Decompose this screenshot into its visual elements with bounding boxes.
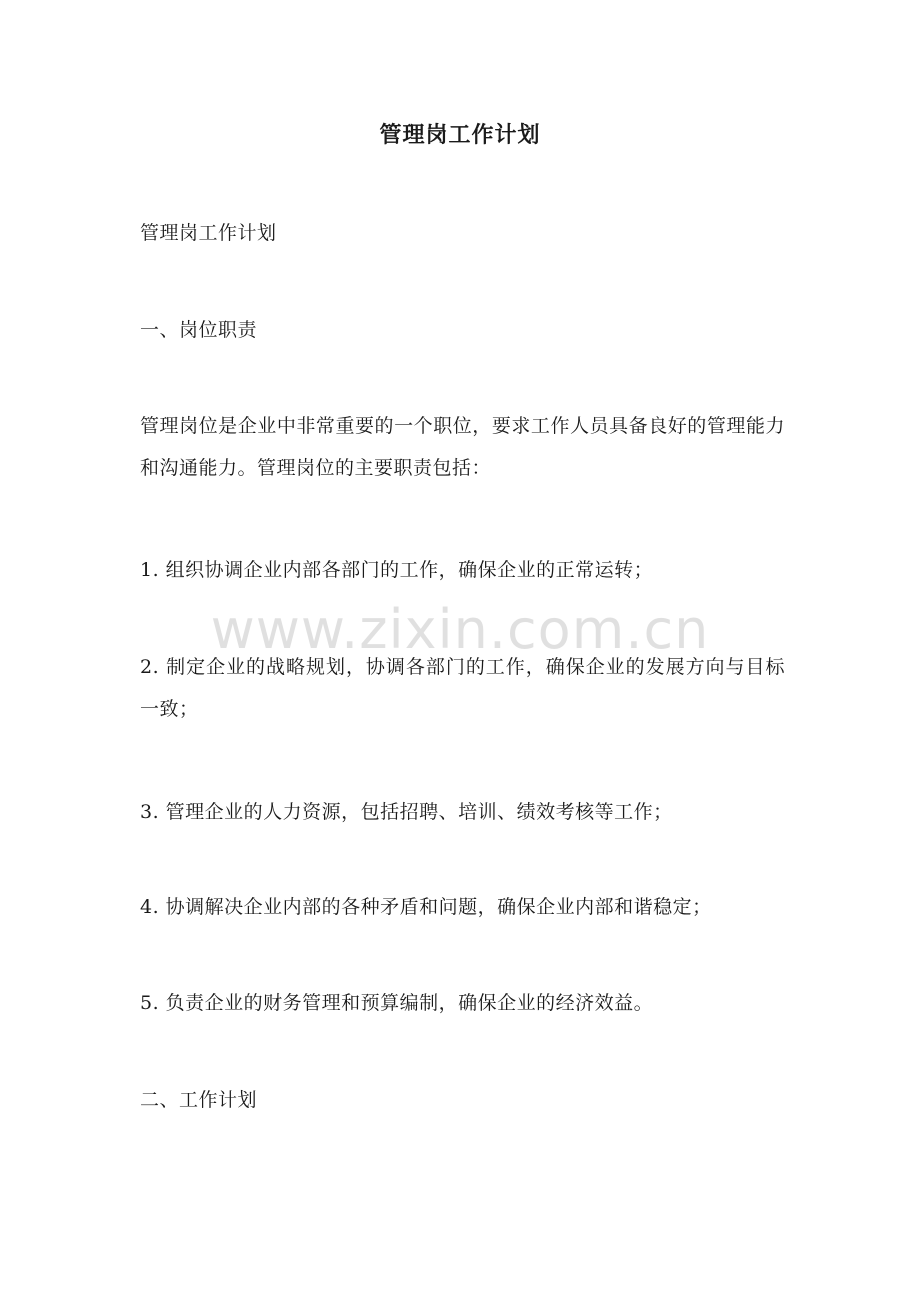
duty-item-3: 3. 管理企业的人力资源，包括招聘、培训、绩效考核等工作；: [140, 801, 673, 823]
duty-item-5: 5. 负责企业的财务管理和预算编制，确保企业的经济效益。: [140, 992, 654, 1014]
watermark: www.zixin.com.cn: [210, 598, 710, 661]
document-subtitle: 管理岗工作计划: [140, 222, 277, 244]
duty-item-2: 2. 制定企业的战略规划，协调各部门的工作，确保企业的发展方向与目标一致；: [140, 656, 785, 720]
intro-paragraph: 管理岗位是企业中非常重要的一个职位，要求工作人员具备良好的管理能力和沟通能力。管理岗位的主要职责包括：: [140, 415, 785, 479]
section-heading-plan: 二、工作计划: [140, 1089, 258, 1111]
duty-item-1: 1. 组织协调企业内部各部门的工作，确保企业的正常运转；: [140, 559, 654, 581]
duty-item-4: 4. 协调解决企业内部的各种矛盾和问题，确保企业内部和谐稳定；: [140, 896, 712, 918]
section-heading-duties: 一、岗位职责: [140, 319, 258, 341]
document-title: 管理岗工作计划: [379, 123, 541, 148]
